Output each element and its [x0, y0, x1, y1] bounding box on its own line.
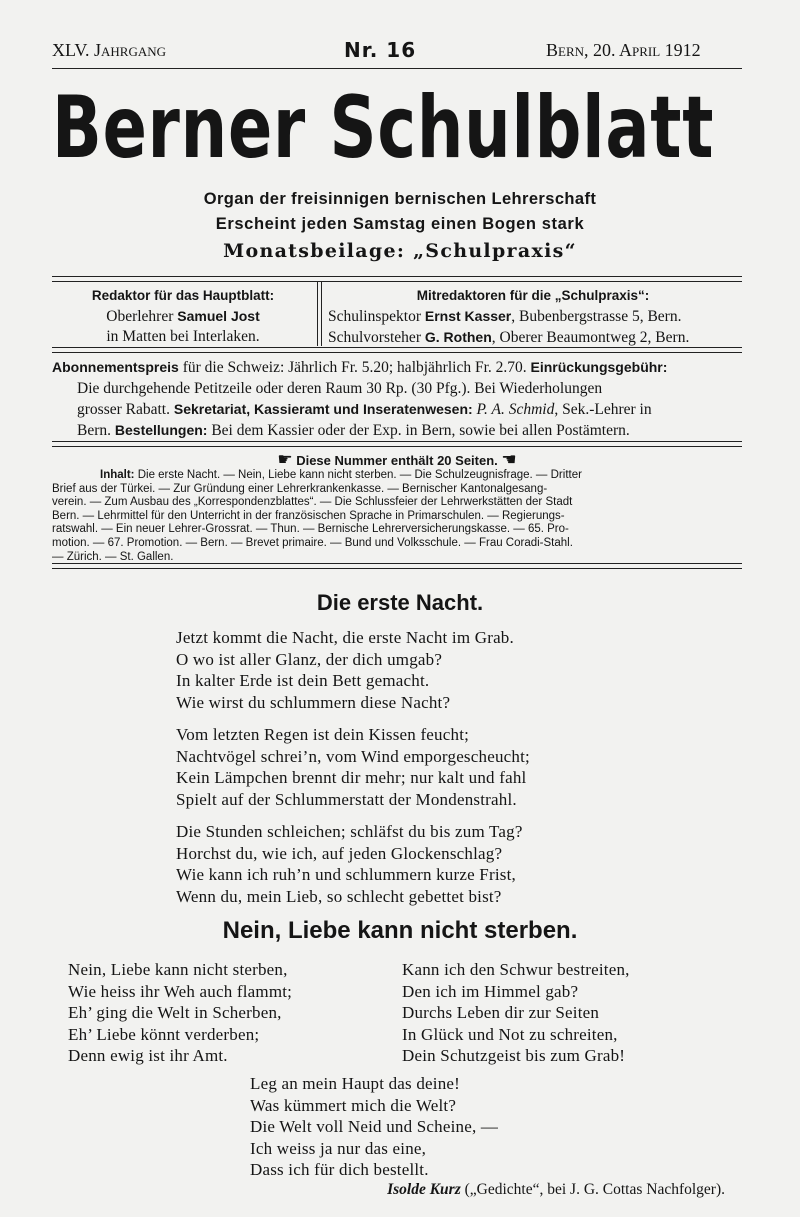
editor-main: [52, 286, 314, 347]
poem-line: Durchs Leben dir zur Seiten: [402, 1003, 600, 1022]
poem1-stanza: [176, 821, 530, 907]
poem1-stanza: [176, 724, 530, 810]
poem-line: Horchst du, wie ich, auf jeden Glockenschlag?: [176, 843, 503, 863]
issue-number: Nr. 16: [344, 38, 417, 62]
place-date: Bern, 20. April 1912: [546, 40, 701, 60]
poem1-title: Die erste Nacht.: [316, 590, 484, 615]
editor-co-line-1: Schulinspektor Ernst Kasser, Bubenbergstrasse 5, Bern.: [328, 308, 682, 325]
subscription-line-4: Bern. Bestellungen: Bei dem Kassier oder der Exp. in Bern, sowie bei allen Postämtern.: [77, 422, 630, 439]
editors-top-rule: [52, 276, 742, 282]
editor-main-name-line: Oberlehrer Samuel Jost: [106, 308, 260, 325]
masthead-subtitle-schedule: Erscheint jeden Samstag einen Bogen stark: [215, 215, 585, 233]
volume-label: XLV. Jahrgang: [52, 40, 167, 60]
subscription-line-1: Abonnementspreis für die Schweiz: Jährlich Fr. 5.20; halbjährlich Fr. 2.70. Einrückungsgebühr:: [52, 359, 668, 376]
poem-line: Die Stunden schleichen; schläfst du bis zum Tag?: [176, 822, 523, 841]
poem-line: Wie kann ich ruh’n und schlummern kurze Frist,: [176, 865, 516, 884]
poem-line: O wo ist aller Glanz, der dich umgab?: [176, 649, 443, 669]
editor-main-heading: Redaktor für das Hauptblatt:: [91, 288, 275, 303]
contents-line-1: Inhalt: Die erste Nacht. — Nein, Liebe kann nicht sterben. — Die Schulzeugnisfrage. — Dritter: [100, 469, 582, 481]
poem-line: In Glück und Not zu schreiten,: [402, 1024, 618, 1044]
poem-line: Vom letzten Regen ist dein Kissen feucht;: [176, 725, 470, 744]
subscription-line-2: Die durchgehende Petitzeile oder deren Raum 30 Rp. (30 Pfg.). Bei Wiederholungen: [77, 380, 603, 397]
contents-line-7: — Zürich. — St. Gallen.: [52, 550, 174, 563]
poem-line: Nein, Liebe kann nicht sterben,: [68, 960, 288, 979]
poem2-left-stanza: [68, 959, 292, 1067]
poem2-right-stanza: [402, 959, 630, 1067]
subscription-line-3: grosser Rabatt. Sekretariat, Kassieramt und Inseratenwesen: P. A. Schmid, Sek.-Lehrer in: [77, 401, 652, 418]
poem-line: Nachtvögel schrei’n, vom Wind emporgescheucht;: [176, 746, 530, 766]
poem-line: Wie heiss ihr Weh auch flammt;: [68, 981, 293, 1001]
masthead-title: Berner Schulblatt: [52, 78, 715, 178]
table-of-contents: [52, 452, 742, 564]
contents-top-rule: [52, 441, 742, 447]
contents-line-3: verein. — Zum Ausbau des „Korrespondenzblattes“. — Die Schlussfeier der Lehrwerkstätten der Stadt: [52, 496, 573, 509]
poem-line: Wie wirst du schlummern diese Nacht?: [176, 692, 451, 712]
pointing-hand-icon: ☛: [277, 450, 293, 470]
poem1-body: [176, 627, 530, 918]
editor-co-line-2: Schulvorsteher G. Rothen, Oberer Beaumontweg 2, Bern.: [328, 329, 690, 346]
poem-line: Die Welt voll Neid und Scheine, —: [250, 1117, 499, 1136]
contents-line-5: ratswahl. — Ein neuer Lehrer-Grossrat. — Thun. — Bernische Lehrerversicherungskasse. — 65. Pro-: [52, 523, 569, 536]
pointing-hand-left-icon: ☚: [501, 450, 517, 470]
poem-line: Ich weiss ja nur das eine,: [250, 1138, 427, 1158]
poem-line: Spielt auf der Schlummerstatt der Mondenstrahl.: [176, 789, 517, 809]
subscription-top-rule: [52, 347, 742, 353]
poem2-title: Nein, Liebe kann nicht sterben.: [222, 917, 578, 944]
poem-line: Kein Lämpchen brennt dir mehr; nur kalt und fahl: [176, 768, 527, 787]
poem2-credit: Isolde Kurz („Gedichte“, bei J. G. Cottas Nachfolger).: [387, 1181, 725, 1198]
poem-line: Jetzt kommt die Nacht, die erste Nacht im Grab.: [176, 628, 514, 647]
contents-bottom-rule: [52, 563, 742, 569]
poem-line: Dass ich für dich bestellt.: [250, 1160, 429, 1179]
poem-line: Was kümmert mich die Welt?: [250, 1095, 457, 1115]
editor-co: [328, 286, 738, 348]
poem2-final-stanza: [250, 1073, 498, 1181]
poem-line: Dein Schutzgeist bis zum Grab!: [402, 1046, 626, 1065]
poem-line: Eh’ Liebe könnt verderben;: [68, 1024, 260, 1044]
poem-line: Kann ich den Schwur bestreiten,: [402, 960, 630, 979]
poem-line: In kalter Erde ist dein Bett gemacht.: [176, 671, 430, 690]
contents-line-6: motion. — 67. Promotion. — Bern. — Brevet primaire. — Bund und Volksschule. — Frau Coradi-Stahl.: [52, 536, 573, 549]
masthead-subtitle-organ: Organ der freisinnigen bernischen Lehrerschaft: [203, 190, 597, 208]
poem-line: Denn ewig ist ihr Amt.: [68, 1046, 228, 1065]
contents-notice: ☛ Diese Nummer enthält 20 Seiten. ☚: [277, 450, 517, 470]
editor-main-address: in Matten bei Interlaken.: [106, 328, 260, 345]
poem-line: Eh’ ging die Welt in Scherben,: [68, 1003, 282, 1022]
contents-line-4: Bern. — Lehrmittel für den Unterricht in der französischen Sprache in Primarschulen. — Regierungs-: [52, 509, 565, 522]
contents-line-2: Brief aus der Türkei. — Zur Gründung einer Lehrerkrankenkasse. — Bernischer Kantonalgesang-: [52, 482, 548, 495]
editor-co-heading: Mitredaktoren für die „Schulpraxis“:: [416, 288, 650, 303]
poem1-stanza: [176, 627, 530, 713]
subscription-info: [52, 357, 742, 441]
editors-divider: [317, 282, 322, 346]
header-rule: [52, 68, 742, 69]
poem-line: Wenn du, mein Lieb, so schlecht gebettet bist?: [176, 886, 502, 906]
poem-line: Den ich im Himmel gab?: [402, 981, 579, 1001]
poem-line: Leg an mein Haupt das deine!: [250, 1074, 460, 1093]
masthead-subtitle-supplement: Monatsbeilage: „Schulpraxis“: [223, 240, 577, 262]
